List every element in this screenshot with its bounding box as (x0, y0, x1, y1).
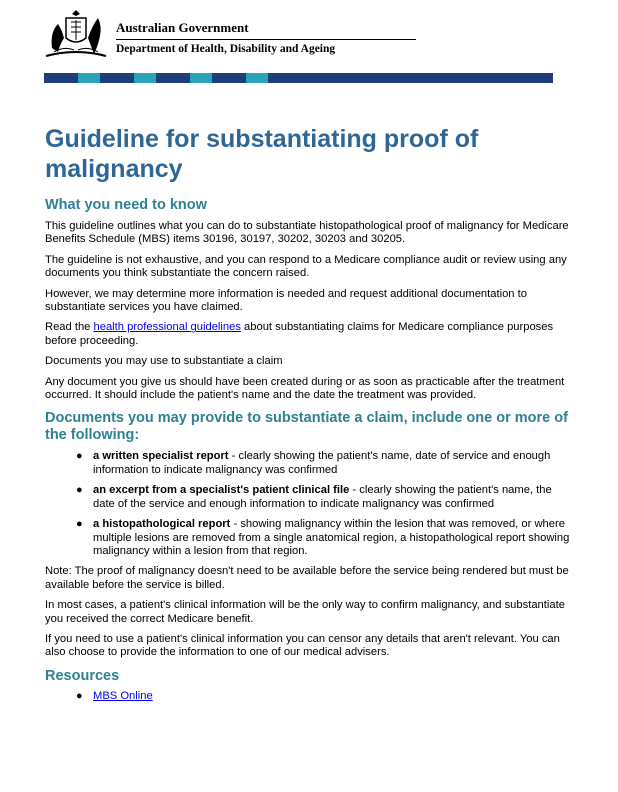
stripe-segment (134, 73, 156, 83)
government-name: Australian Government (116, 20, 249, 35)
page-title: Guideline for substantiating proof of malignancy (45, 125, 479, 183)
list-item-title: a written specialist report (93, 450, 229, 463)
bullet-icon: ● (76, 518, 83, 531)
paragraph: In most cases, a patient's clinical information will be the only way to confirm malignancy, and substantiate you received the correct Medicare benefit. (45, 599, 565, 625)
paragraph-text: Read the (45, 321, 94, 334)
list-item-text: - clearly showing the patient's name, the date of the service and enough information to indicate malignancy was confirmed (93, 484, 552, 510)
list-item (76, 484, 575, 511)
bullet-icon: ● (76, 689, 83, 702)
paragraph: Documents you may use to substantiate a claim (45, 355, 283, 368)
list-item-title: a histopathological report (93, 518, 231, 531)
header-divider (116, 39, 416, 40)
paragraph (45, 321, 575, 348)
paragraph: Any document you give us should have been created during or as soon as practicable after the treatment occurred. It should include the patient's name and the date the treatment was provided. (45, 375, 565, 402)
stripe-segment (190, 73, 212, 83)
paragraph: Note: The proof of malignancy doesn't need to be available before the service being rendered but must be available before the service is billed. (45, 565, 569, 591)
resources-list (45, 690, 575, 703)
paragraph: If you need to use a patient's clinical information you can censor any details that aren't relevant. You can also choose to provide the information to one of our medical advisers. (45, 632, 560, 659)
paragraph-text: about substantiating claims for Medicare compliance purposes before proceeding. (45, 321, 554, 347)
coat-of-arms-icon (44, 8, 108, 60)
bullet-icon: ● (76, 484, 83, 497)
list-item-title: an excerpt from a specialist's patient clinical file (93, 484, 350, 497)
bullet-icon: ● (76, 450, 83, 463)
list-item (76, 518, 575, 558)
paragraph: The guideline is not exhaustive, and you can respond to a Medicare compliance audit or review using any documents you think substantiate the concern raised. (45, 253, 567, 280)
list-item (76, 689, 575, 703)
paragraph: This guideline outlines what you can do to substantiate histopathological proof of malignancy for Medicare Benefits Schedule (MBS) items 30196, 30197, 30202, 30203 and 30205. (45, 220, 569, 246)
department-name: Department of Health, Disability and Ageing (116, 43, 336, 55)
document-body (45, 124, 575, 710)
section-heading-resources: Resources (45, 667, 120, 684)
mbs-online-link[interactable]: MBS Online (93, 689, 153, 702)
paragraph: However, we may determine more information is needed and request additional documentation to substantiate services you have claimed. (45, 287, 527, 314)
list-item-text: - showing malignancy within the lesion that was removed, or where multiple lesions are removed from a single anatomical region, a histopathological report showing malignancy within a lesion from that region. (93, 518, 570, 557)
section-heading-what: What you need to know (45, 197, 207, 213)
health-professional-guidelines-link[interactable]: health professional guidelines (93, 321, 241, 334)
header-stripe (44, 73, 553, 83)
stripe-segment (44, 73, 78, 83)
list-item (76, 450, 575, 477)
page-header (44, 8, 564, 66)
stripe-segment (212, 73, 246, 83)
stripe-segment (156, 73, 190, 83)
stripe-segment (78, 73, 100, 83)
list-item-text: - clearly showing the patient's name, date of service and enough information to indicate malignancy was confirmed (93, 450, 551, 476)
section-heading-documents: Documents you may provide to substantiate a claim, include one or more of the following: (45, 410, 568, 444)
stripe-segment (100, 73, 134, 83)
stripe-segment (268, 73, 553, 83)
stripe-segment (246, 73, 268, 83)
documents-list (45, 450, 575, 558)
